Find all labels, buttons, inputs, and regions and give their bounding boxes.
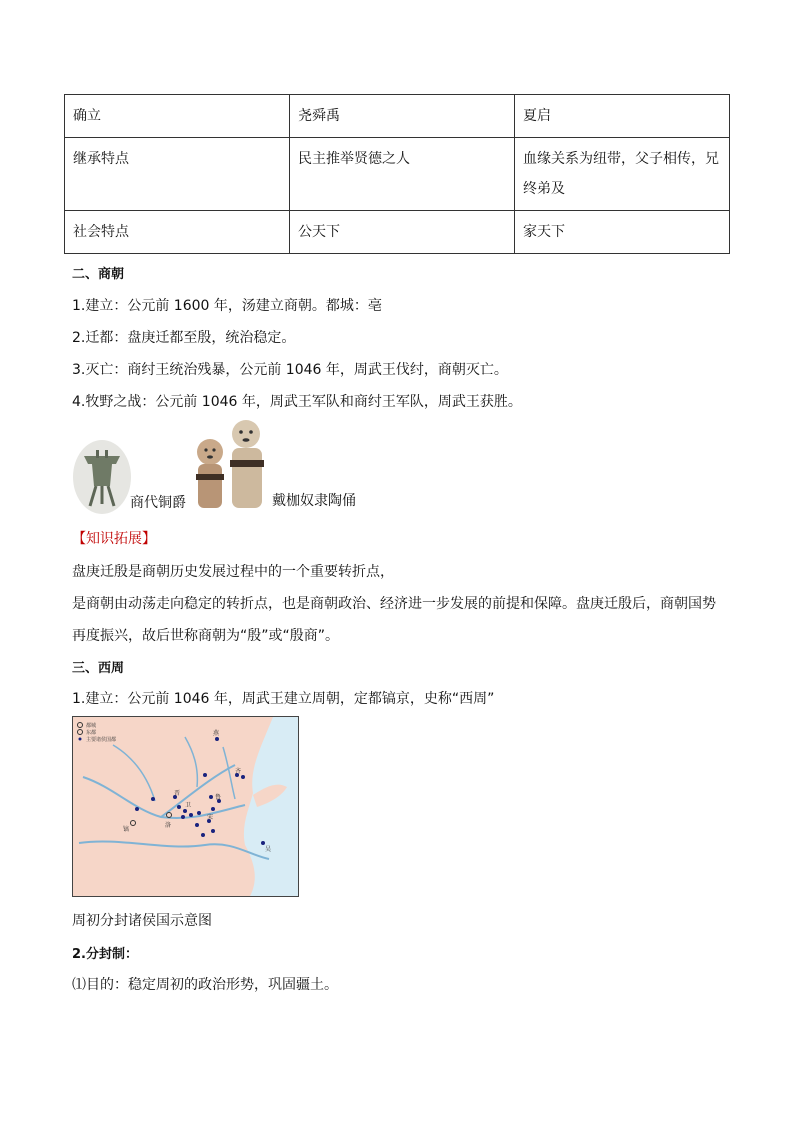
- zhou-enfeoffment-map: [72, 716, 299, 897]
- map-label-jin: 晋: [174, 790, 181, 797]
- map-caption: 周初分封诸侯国示意图: [72, 913, 212, 929]
- artifact-photos: [72, 412, 372, 512]
- map-legend-capital: 都城: [86, 723, 97, 729]
- shang-item-2: 2.迁都：盘庚迁都至殷，统治稳定。: [72, 330, 296, 346]
- section-heading-zhou: 三、西周: [72, 661, 125, 676]
- map-drawing: [73, 717, 299, 897]
- shang-item-1: 1.建立：公元前 1600 年，汤建立商朝。都城：亳: [72, 298, 382, 314]
- caption-figurines: 戴枷奴隶陶俑: [272, 493, 356, 509]
- caption-bronze-jue: 商代铜爵: [130, 495, 186, 511]
- zhou-item-2: 2.分封制：: [72, 947, 138, 962]
- bronze-jue-image: [72, 438, 132, 516]
- table-row: [65, 95, 730, 138]
- knowledge-line-1: 盘庚迁殷是商朝历史发展过程中的一个重要转折点，: [72, 564, 394, 580]
- map-label-yan: 燕: [213, 730, 220, 737]
- table-cell: 确立: [65, 95, 290, 138]
- knowledge-line-2: 是商朝由动荡走向稳定的转折点，也是商朝政治、经济进一步发展的前提和保障。盘庚迁殷后，商朝国势: [72, 596, 716, 612]
- zhou-item-2-1: ⑴目的：稳定周初的政治形势，巩固疆土。: [72, 977, 338, 993]
- table-cell: 夏启: [515, 95, 730, 138]
- map-label-wu: 吴: [265, 846, 272, 853]
- map-label-luo: 洛: [165, 822, 172, 829]
- knowledge-line-3: 再度振兴，故后世称商朝为“殷”或“殷商”。: [72, 628, 340, 644]
- shang-item-3: 3.灭亡：商纣王统治残暴，公元前 1046 年，周武王伐纣，商朝灭亡。: [72, 362, 508, 378]
- succession-comparison-table: [64, 94, 730, 254]
- table-row: [65, 211, 730, 254]
- table-cell: 公天下: [290, 211, 515, 254]
- map-label-song: 宋: [207, 814, 214, 821]
- table-cell: 尧舜禹: [290, 95, 515, 138]
- table-row: [65, 138, 730, 211]
- slave-figurines-image: [188, 412, 276, 510]
- table-cell: 家天下: [515, 211, 730, 254]
- map-label-qi: 齐: [235, 768, 242, 775]
- table-cell: 社会特点: [65, 211, 290, 254]
- knowledge-expansion-title: 【知识拓展】: [72, 531, 156, 547]
- shang-item-4: 4.牧野之战：公元前 1046 年，周武王军队和商纣王军队，周武王获胜。: [72, 394, 522, 410]
- map-label-hao: 镐: [123, 826, 130, 833]
- map-legend-vassal: 主要诸侯国都: [86, 737, 117, 743]
- section-heading-shang: 二、商朝: [72, 267, 125, 282]
- table-cell: 民主推举贤德之人: [290, 138, 515, 211]
- table-cell: 继承特点: [65, 138, 290, 211]
- map-label-lu: 鲁: [215, 794, 222, 801]
- map-legend-east-capital: 东都: [86, 730, 97, 736]
- zhou-item-1: 1.建立：公元前 1046 年，周武王建立周朝，定都镐京，史称“西周”: [72, 691, 495, 707]
- map-label-wei: 卫: [185, 802, 192, 809]
- table-cell: 血缘关系为纽带，父子相传，兄终弟及: [515, 138, 730, 211]
